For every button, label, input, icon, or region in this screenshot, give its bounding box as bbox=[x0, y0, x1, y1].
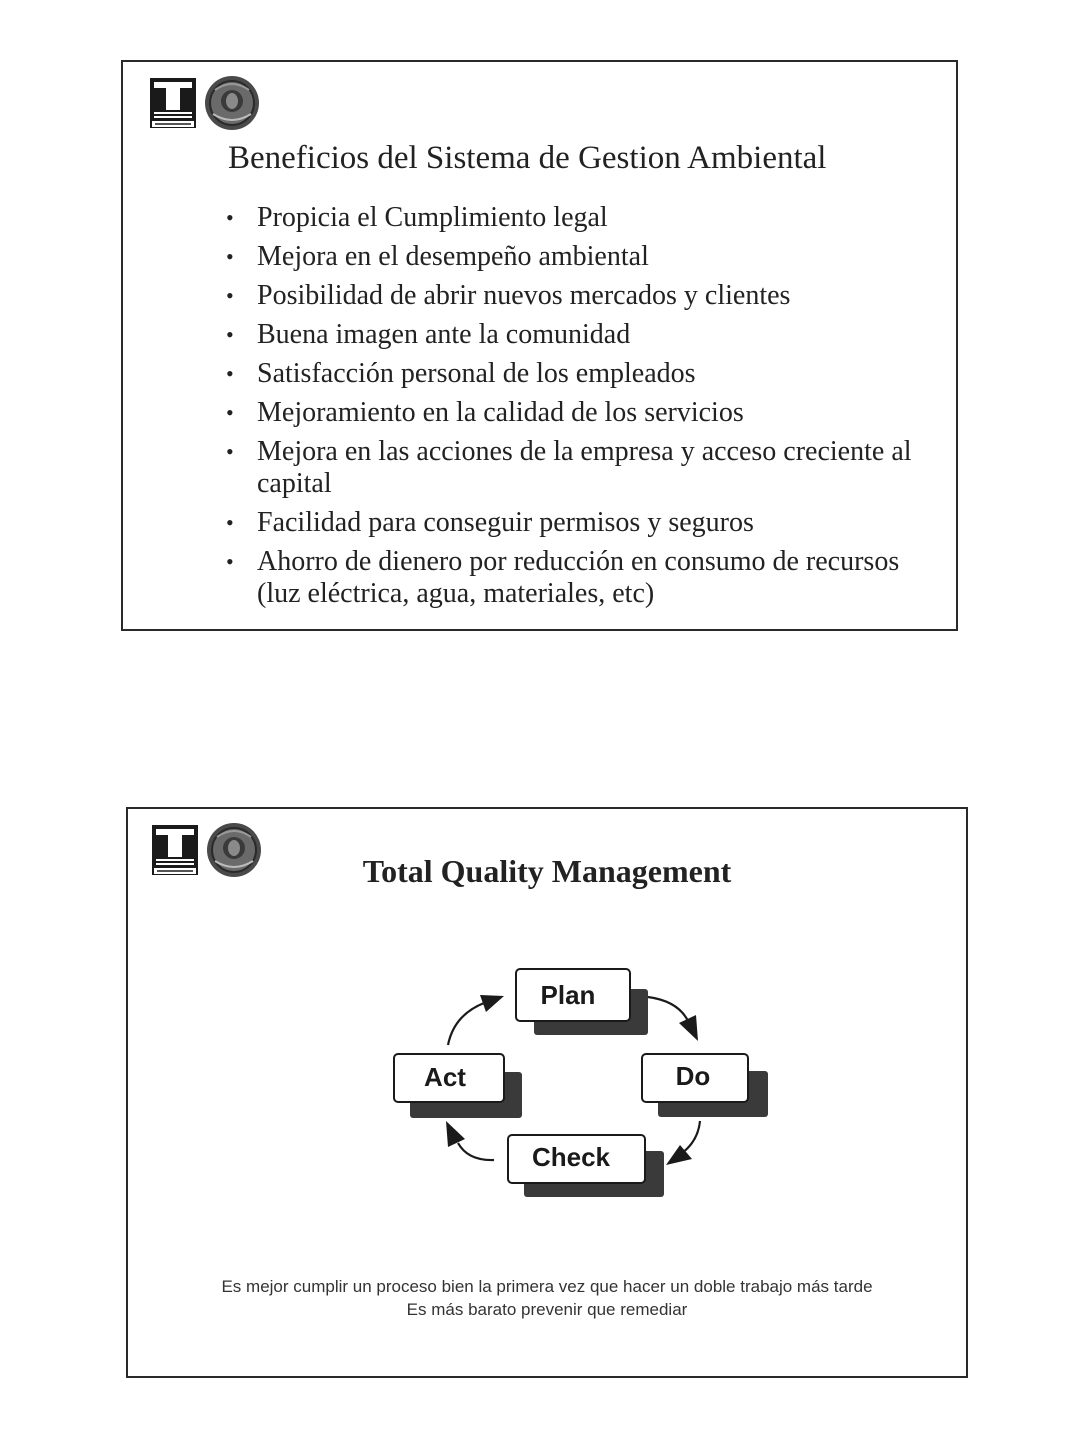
arrow-act-to-plan bbox=[448, 995, 504, 1045]
check-box bbox=[508, 1135, 664, 1197]
list-item: • Buena imagen ante la comunidad bbox=[226, 319, 631, 350]
plan-box bbox=[516, 969, 648, 1035]
slide-tqm bbox=[126, 807, 968, 1378]
list-item: • Propicia el Cumplimiento legal bbox=[226, 202, 608, 233]
act-box bbox=[394, 1054, 522, 1118]
seal-logo-icon bbox=[203, 74, 261, 132]
slide-title: Beneficios del Sistema de Gestion Ambiental bbox=[228, 140, 827, 176]
logo-group bbox=[149, 74, 261, 132]
techint-logo-icon bbox=[149, 77, 197, 129]
arrow-check-to-act bbox=[446, 1121, 494, 1160]
check-label: Check bbox=[531, 1142, 611, 1172]
footer-line-2: Es más barato prevenir que remediar bbox=[406, 1300, 688, 1319]
slide-benefits bbox=[121, 60, 958, 631]
list-item: • Mejora en el desempeño ambiental bbox=[226, 241, 649, 272]
do-box bbox=[642, 1054, 768, 1117]
benefits-list bbox=[226, 202, 946, 617]
plan-label: Plan bbox=[540, 980, 596, 1010]
list-item: • Satisfacción personal de los empleados bbox=[226, 358, 696, 389]
list-item: • Posibilidad de abrir nuevos mercados y clientes bbox=[226, 280, 791, 311]
list-item: • Facilidad para conseguir permisos y seguros bbox=[226, 507, 754, 538]
do-label: Do bbox=[675, 1061, 711, 1091]
footer-notes bbox=[128, 1275, 966, 1321]
list-item: • Ahorro de dienero por reducción en consumo de recursos (luz eléctrica, agua, materiales, etc) bbox=[226, 546, 900, 609]
arrow-plan-to-do bbox=[648, 997, 698, 1041]
slide-title: Total Quality Management bbox=[362, 853, 732, 889]
footer-line-1: Es mejor cumplir un proceso bien la primera vez que hacer un doble trabajo más tarde bbox=[221, 1277, 873, 1296]
act-label: Act bbox=[424, 1062, 466, 1092]
list-item: • Mejora en las acciones de la empresa y acceso creciente al capital bbox=[226, 436, 912, 499]
arrow-do-to-check bbox=[666, 1121, 700, 1165]
list-item: • Mejoramiento en la calidad de los servicios bbox=[226, 397, 744, 428]
